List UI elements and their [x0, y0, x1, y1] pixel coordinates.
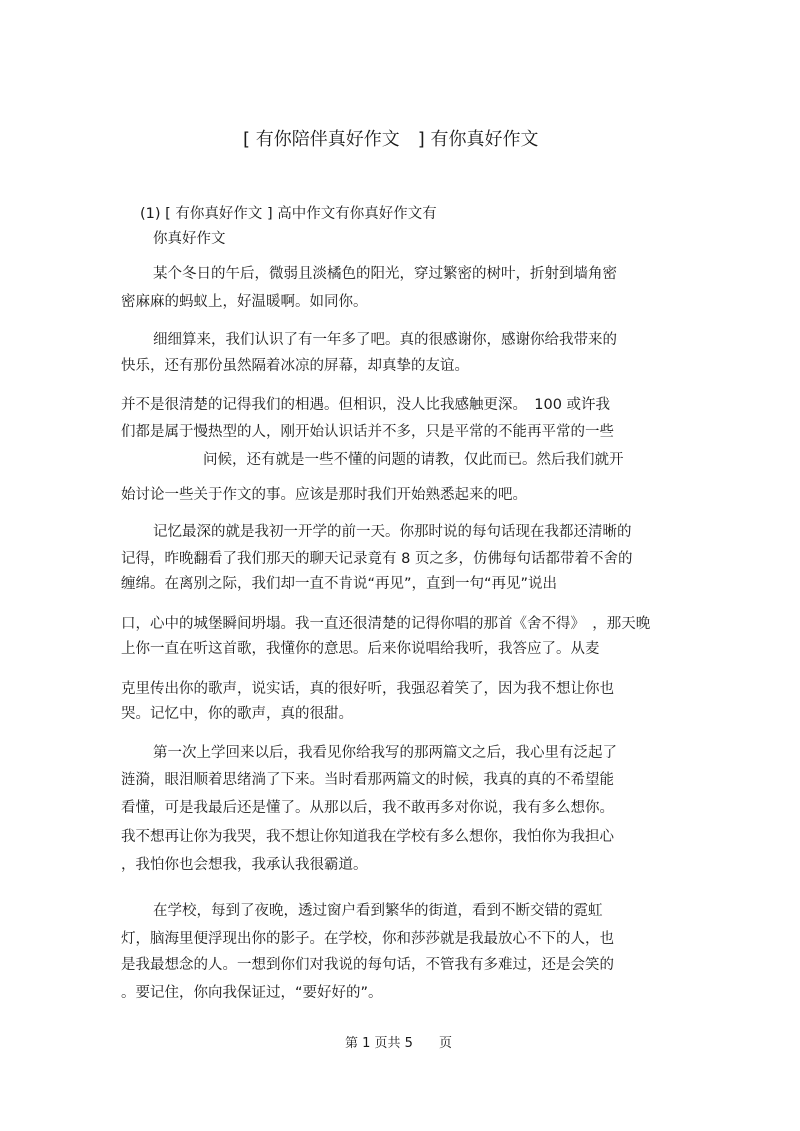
text-line: 问候，还有就是一些不懂的问题的请教，仅此而已。然后我们就开 — [203, 452, 624, 468]
text-line: 你真好作文 — [153, 231, 226, 247]
text-line: 涟漪，眼泪顺着思绪淌了下来。当时看那两篇文的时候，我真的真的不希望能 — [121, 772, 614, 788]
text-line: 。要记住，你向我保证过，“要好好的”。 — [121, 985, 383, 1001]
text-line: 某个冬日的午后，微弱且淡橘色的阳光，穿过繁密的树叶，折射到墙角密 — [153, 266, 617, 282]
text-line: 我不想再让你为我哭，我不想让你知道我在学校有多么想你，我怕你为我担心 — [121, 829, 614, 845]
text-line: 并不是很清楚的记得我们的相遇。但相识，没人比我感触更深。 100 或许我 — [121, 397, 611, 413]
text-line: 记忆最深的就是我初一开学的前一天。你那时说的每句话现在我都还清晰的 — [153, 524, 632, 540]
page-footer: 第 1 页共 5 页 — [345, 1036, 452, 1051]
text-line: 克里传出你的歌声，说实话，真的很好听，我强忍着笑了，因为我不想让你也 — [121, 681, 614, 697]
text-line: 口，心中的城堡瞬间坍塌。我一直还很清楚的记得你唱的那首《舍不得》 ，那天晚 — [121, 616, 651, 632]
text-line: 密麻麻的蚂蚁上，好温暖啊。如同你。 — [121, 294, 368, 310]
text-line: ，我怕你也会想我，我承认我很霸道。 — [121, 857, 368, 873]
page-title: [ 有你陪伴真好作文 ] 有你真好作文 — [243, 129, 539, 150]
text-line: 记得，昨晚翻看了我们那天的聊天记录竟有 8 页之多，仿佛每句话都带着不舍的 — [121, 551, 633, 567]
text-line: 缠绵。在离别之际，我们却一直不肯说“再见”，直到一句“再见”说出 — [121, 576, 558, 592]
text-line: 细细算来，我们认识了有一年多了吧。真的很感谢你，感谢你给我带来的 — [153, 332, 617, 348]
text-line: (1) [ 有你真好作文 ] 高中作文有你真好作文有 — [140, 206, 437, 222]
text-line: 哭。记忆中，你的歌声，真的很甜。 — [121, 706, 353, 722]
text-line: 看懂，可是我最后还是懂了。从那以后，我不敢再多对你说，我有多么想你。 — [121, 800, 614, 816]
text-line: 在学校，每到了夜晚，透过窗户看到繁华的街道，看到不断交错的霓虹 — [153, 903, 603, 919]
text-line: 上你一直在听这首歌，我懂你的意思。后来你说唱给我听，我答应了。从麦 — [121, 641, 600, 657]
text-line: 第一次上学回来以后，我看见你给我写的那两篇文之后，我心里有泛起了 — [153, 745, 617, 761]
text-line: 是我最想念的人。一想到你们对我说的每句话，不管我有多难过，还是会笑的 — [121, 957, 614, 973]
text-line: 始讨论一些关于作文的事。应该是那时我们开始熟悉起来的吧。 — [121, 487, 527, 503]
text-line: 灯，脑海里便浮现出你的影子。在学校，你和莎莎就是我最放心不下的人，也 — [121, 931, 614, 947]
text-line: 们都是属于慢热型的人，刚开始认识话并不多，只是平常的不能再平常的一些 — [121, 424, 614, 440]
text-line: 快乐，还有那份虽然隔着冰凉的屏幕，却真挚的友谊。 — [121, 358, 469, 374]
